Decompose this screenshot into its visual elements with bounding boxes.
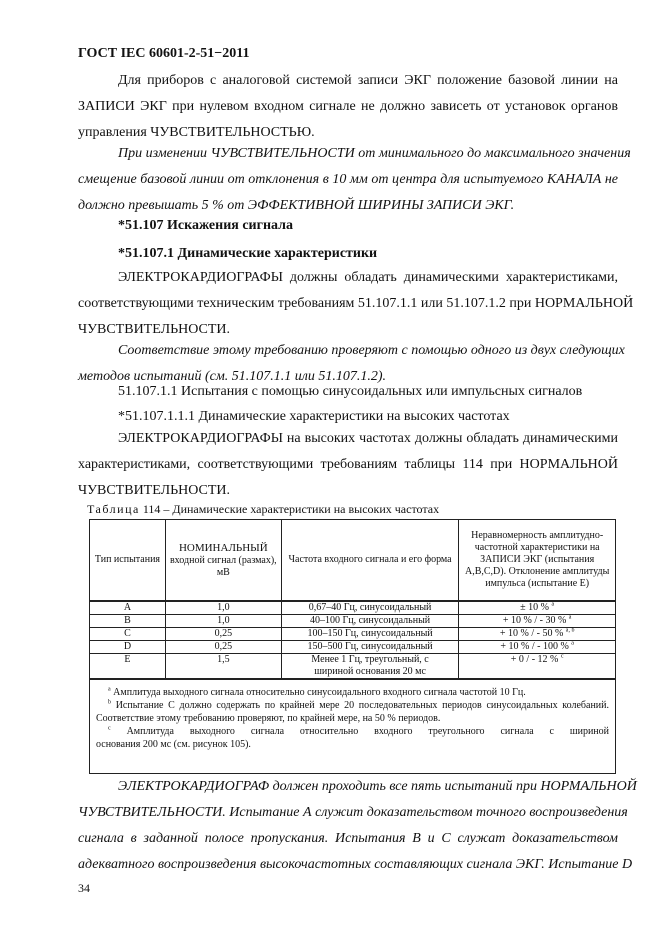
text-line: ЭЛЕКТРОКАРДИОГРАФЫ на высоких частотах должны обладать динамическими	[118, 431, 618, 446]
paragraph-compliance	[78, 338, 625, 390]
paragraph-sensitivity-note	[78, 141, 631, 219]
column-header-signal-unit: входной сигнал (размах), мВ	[169, 554, 277, 578]
cell-signal: 0,25	[165, 641, 281, 654]
footnote-mark: b	[108, 699, 111, 706]
section-heading: *51.107 Искажения сигнала	[118, 218, 294, 233]
footnote-ref: a	[551, 601, 555, 608]
paragraph-tests-description	[78, 774, 637, 878]
table-caption-title: 114 – Динамические характеристики на высоких частотах	[139, 502, 440, 516]
table-row	[90, 601, 616, 615]
text-line: ЧУВСТВИТЕЛЬНОСТИ.	[78, 483, 231, 498]
cell-frequency: Менее 1 Гц, треугольный, с шириной основания 20 мс	[281, 654, 459, 680]
footnote-c	[96, 725, 609, 751]
column-header-deviation: Неравномерность амплитудно-частотной характеристики на ЗАПИСИ ЭКГ (испытания А,В,С,D). Отклонение амплитуды импульса (испытание Е)	[459, 520, 616, 602]
cell-signal: 0,25	[165, 628, 281, 641]
paragraph-high-frequency	[78, 426, 618, 504]
text-line: характеристиками, соответствующими требованиям таблицы 114 при НОРМАЛЬНОЙ	[78, 457, 618, 472]
column-header-nominal: НОМИНАЛЬНЫЙ	[178, 541, 268, 554]
text-line: сигнала в заданной полосе пропускания. Испытания В и С служат доказательством	[78, 831, 618, 846]
table-caption	[87, 502, 439, 517]
document-header: ГОСТ IEC 60601-2-51−2011	[78, 46, 250, 61]
paragraph-baseline	[78, 68, 618, 146]
paragraph-dynamic-characteristics	[78, 265, 634, 343]
cell-deviation	[459, 601, 616, 615]
cell-deviation	[459, 654, 616, 680]
cell-type: С	[90, 628, 166, 641]
cell-frequency: 150–500 Гц, синусоидальный	[281, 641, 459, 654]
footnote-a	[96, 686, 609, 699]
cell-frequency: 40–100 Гц, синусоидальный	[281, 615, 459, 628]
deviation-value: + 10 % / - 50 %	[499, 628, 564, 639]
column-header-frequency: Частота входного сигнала и его форма	[281, 520, 459, 602]
clause-heading: *51.107.1.1.1 Динамические характеристики на высоких частотах	[118, 409, 510, 424]
column-header-nominal-signal	[165, 520, 281, 602]
text-line: ЭЛЕКТРОКАРДИОГРАФЫ должны обладать динамическими характеристиками,	[118, 270, 618, 285]
text-line: должно превышать 5 % от ЭФФЕКТИВНОЙ ШИРИНЫ ЗАПИСИ ЭКГ.	[78, 198, 515, 213]
cell-signal: 1,0	[165, 615, 281, 628]
text-line: Соответствие этому требованию проверяют с помощью одного из двух следующих	[118, 343, 625, 358]
footnote-text: Амплитуда выходного сигнала относительно входного треугольного сигнала с шириной	[126, 726, 609, 737]
footnote-ref: a	[568, 614, 572, 621]
footnote-ref: a	[571, 640, 574, 647]
footnote-b	[96, 699, 609, 725]
deviation-value: ± 10 %	[520, 602, 549, 613]
table-row	[90, 615, 616, 628]
footnote-text: Испытание С должно содержать по крайней мере 20 последовательных периодов синусоидальных колебаний. Соответствие этому требованию проверяют, по крайней мере, на 50 % периодов.	[96, 700, 610, 724]
text-line: При изменении ЧУВСТВИТЕЛЬНОСТИ от минимального до максимального значения	[118, 146, 631, 161]
text-line: соответствующими техническим требованиям 51.107.1.1 или 51.107.1.2 при НОРМАЛЬНОЙ	[78, 296, 634, 311]
table-footnotes	[90, 679, 616, 774]
footnote-mark: c	[108, 725, 111, 732]
deviation-value: + 0 / - 12 %	[510, 654, 559, 665]
text-line: управления ЧУВСТВИТЕЛЬНОСТЬЮ.	[78, 125, 315, 140]
table-row	[90, 654, 616, 680]
footnote-ref: c	[560, 653, 564, 660]
cell-frequency: 100–150 Гц, синусоидальный	[281, 628, 459, 641]
text-line: смещение базовой линии от отклонения в 10 мм от центра для испытуемого КАНАЛА не	[78, 172, 618, 187]
table-header-row	[90, 520, 616, 602]
text-line: методов испытаний (см. 51.107.1.1 или 51.107.1.2).	[78, 369, 387, 384]
footnote-mark: a	[108, 686, 111, 693]
cell-deviation	[459, 641, 616, 654]
footnote-ref: a, b	[565, 627, 575, 634]
text-line: ЭЛЕКТРОКАРДИОГРАФ должен проходить все пять испытаний при НОРМАЛЬНОЙ	[118, 779, 637, 794]
cell-frequency: 0,67–40 Гц, синусоидальный	[281, 601, 459, 615]
cell-type: В	[90, 615, 166, 628]
text-line: ЧУВСТВИТЕЛЬНОСТИ. Испытание А служит доказательством точного воспроизведения	[78, 805, 628, 820]
cell-type: D	[90, 641, 166, 654]
text-line: Для приборов с аналоговой системой записи ЭКГ положение базовой линии на	[118, 73, 618, 88]
column-header-test-type: Тип испытания	[90, 520, 166, 602]
footnote-c-line	[96, 725, 609, 738]
page-number: 34	[78, 881, 90, 895]
text-line: ЧУВСТВИТЕЛЬНОСТИ.	[78, 322, 231, 337]
deviation-value: + 10 % / - 30 %	[502, 615, 567, 626]
text-line: ЗАПИСИ ЭКГ при нулевом входном сигнале не должно зависеть от установок органов	[78, 99, 618, 114]
subsection-heading: *51.107.1 Динамические характеристики	[118, 246, 378, 261]
table-caption-prefix: Таблица	[87, 502, 140, 516]
cell-type: А	[90, 601, 166, 615]
cell-deviation	[459, 628, 616, 641]
table-114	[89, 519, 616, 774]
table-row	[90, 628, 616, 641]
clause-heading: 51.107.1.1 Испытания с помощью синусоидальных или импульсных сигналов	[118, 384, 583, 399]
text-line: адекватного воспроизведения высокочастотных составляющих сигнала ЭКГ. Испытание D	[78, 857, 633, 872]
footnote-text: Амплитуда выходного сигнала относительно синусоидального входного сигнала частотой 10 Гц.	[113, 687, 526, 698]
cell-signal: 1,5	[165, 654, 281, 680]
table-footnotes-row	[90, 679, 616, 774]
cell-signal: 1,0	[165, 601, 281, 615]
table-row	[90, 641, 616, 654]
cell-deviation	[459, 615, 616, 628]
deviation-value: + 10 % / - 100 %	[500, 641, 569, 652]
footnote-text: основания 200 мс (см. рисунок 105).	[96, 739, 251, 750]
cell-type: Е	[90, 654, 166, 680]
